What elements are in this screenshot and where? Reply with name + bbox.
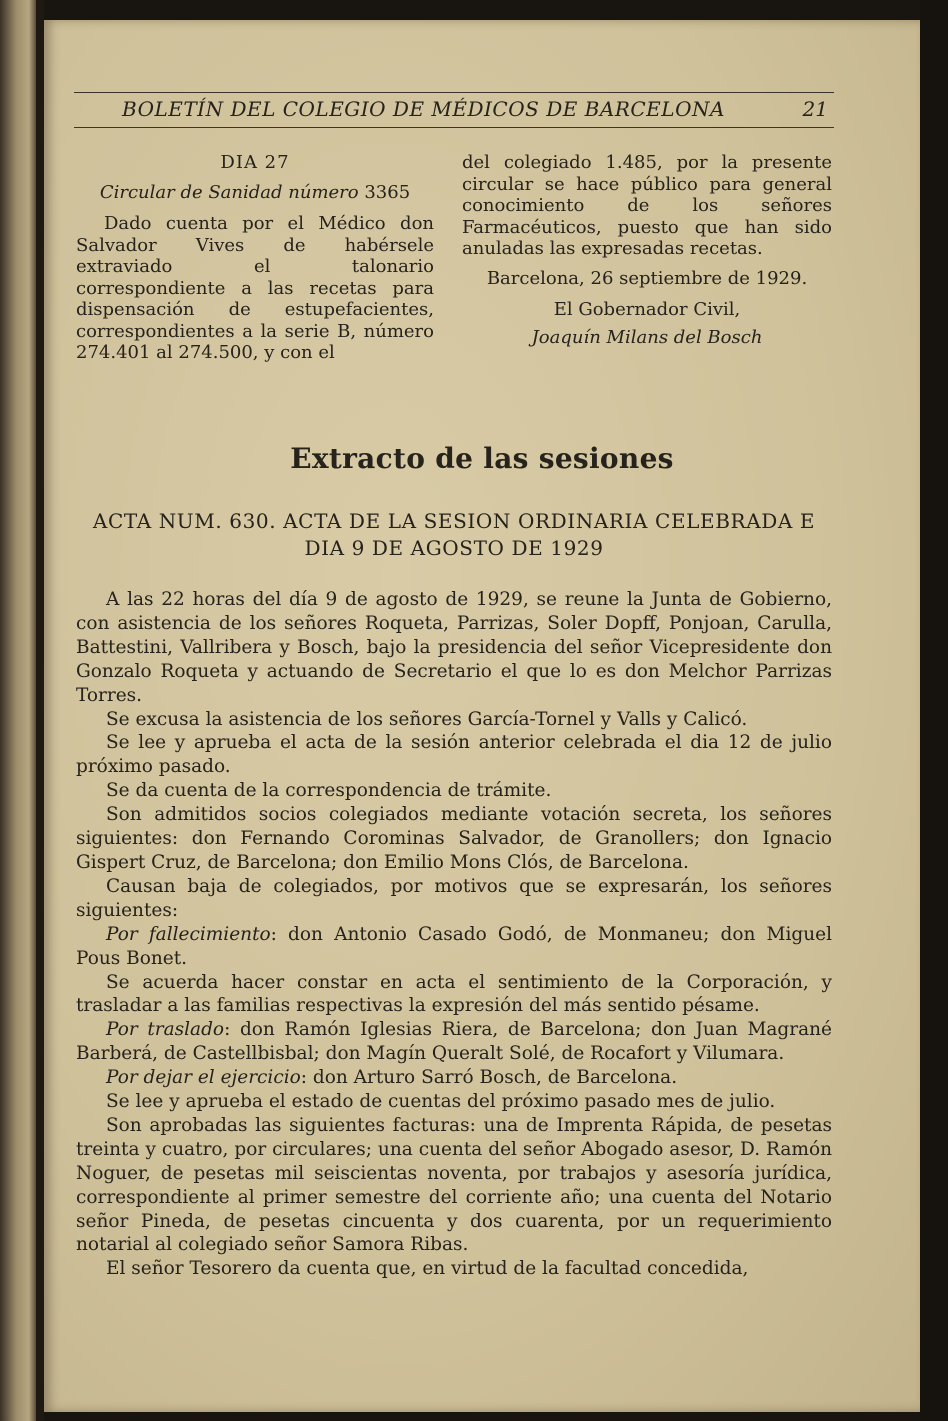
acta-heading: ACTA NUM. 630. ACTA DE LA SESION ORDINARIA CELEBRADA E DIA 9 DE AGOSTO DE 1929 — [92, 509, 816, 560]
paragraph: Se acuerda hacer constar en acta el sentimiento de la Corporación, y trasladar a las familias respectivas la expresión del más sentido pésame. — [76, 971, 832, 1017]
journal-title: BOLETÍN DEL COLEGIO DE MÉDICOS DE BARCELONA — [122, 97, 725, 121]
paragraph-label: Por dejar el ejercicio — [106, 1067, 301, 1089]
paragraph: Se lee y aprueba el acta de la sesión anterior celebrada el dia 12 de julio próximo pasado. — [76, 732, 832, 778]
document-page — [44, 20, 920, 1412]
paragraph — [76, 923, 832, 971]
signer-name: Joaquín Milans del Bosch — [531, 326, 763, 348]
paragraph: El señor Tesorero da cuenta que, en virtud de la facultad concedida, — [106, 1258, 749, 1280]
page-number: 21 — [802, 97, 828, 121]
paragraph-text: : don Ramón Iglesias Riera, de Barcelona; don Juan Magrané Barberá, de Castellbisbal; don Magín Queralt Solé, de Rocafort y Vilumara. — [76, 1019, 832, 1065]
circular-left-column — [76, 152, 434, 364]
minutes-body — [76, 588, 832, 1281]
paragraph — [76, 1018, 832, 1066]
circular-paragraph-start: Dado cuenta por el Médico don Salvador Vives de habérsele extraviado el talonario correspondiente a las recetas para dispensación de estupefacientes, correspondientes a la serie B, número 274.401 al 274.500, y con el — [76, 213, 434, 363]
paragraph — [76, 1066, 832, 1090]
paragraph-label: Por fallecimiento — [106, 923, 271, 945]
running-header — [74, 92, 834, 128]
paragraph: Se da cuenta de la correspondencia de trámite. — [106, 780, 552, 802]
paragraph: Causan baja de colegiados, por motivos que se expresarán, los señores siguientes: — [76, 875, 832, 921]
circular-right-column — [462, 152, 832, 348]
signer-title: El Gobernador Civil, — [553, 299, 741, 320]
paragraph: Son aprobadas las siguientes facturas: una de Imprenta Rápida, de pesetas treinta y cuatro, por circulares; una cuenta del señor Abogado asesor, D. Ramón Noguer, de pesetas mil seiscientas noventa, por trabajos y asesoría jurídica, correspondiente al primer semestre del corriente año; una cuenta del Notario señor Pineda, de pesetas cincuenta y dos cuarenta, por un requerimiento notarial al colegiado señor Samora Ribas. — [76, 1114, 832, 1256]
paragraph: A las 22 horas del día 9 de agosto de 1929, se reune la Junta de Gobierno, con asistencia de los señores Roqueta, Parrizas, Soler Dopff, Ponjoan, Carulla, Battestini, Vallribera y Bosch, bajo la presidencia del señor Vicepresidente don Gonzalo Roqueta y actuando de Secretario el que lo es don Melchor Parrizas Torres. — [76, 589, 832, 706]
paragraph-label: Por traslado — [106, 1019, 225, 1041]
circular-title-text: Circular de Sanidad número — [99, 181, 359, 203]
paragraph-text: : don Antonio Casado Godó, de Monmaneu; don Miguel Pous Bonet. — [76, 923, 832, 969]
section-heading: Extracto de las sesiones — [290, 442, 674, 475]
circular-title — [76, 182, 434, 204]
circular-number: 3365 — [364, 181, 411, 203]
paragraph: Se excusa la asistencia de los señores García-Tornel y Valls y Calicó. — [106, 708, 748, 730]
previous-page-edge — [0, 0, 36, 1421]
scan-border — [920, 0, 948, 1421]
circular-date: Barcelona, 26 septiembre de 1929. — [486, 267, 808, 289]
circular-paragraph-end: del colegiado 1.485, por la presente circular se hace público para general conocimiento de los señores Farmacéuticos, puesto que han sido anuladas las expresadas recetas. — [462, 152, 832, 259]
book-spine — [36, 0, 44, 1421]
paragraph-text: : don Arturo Sarró Bosch, de Barcelona. — [300, 1067, 678, 1089]
paragraph: Son admitidos socios colegiados mediante votación secreta, los señores siguientes: don Fernando Corominas Salvador, de Granollers; don Ignacio Gispert Cruz, de Barcelona; don Emilio Mons Clós, de Barcelona. — [76, 804, 832, 873]
circular-day-heading: DIA 27 — [220, 152, 290, 173]
paragraph: Se lee y aprueba el estado de cuentas del próximo pasado mes de julio. — [106, 1091, 776, 1113]
